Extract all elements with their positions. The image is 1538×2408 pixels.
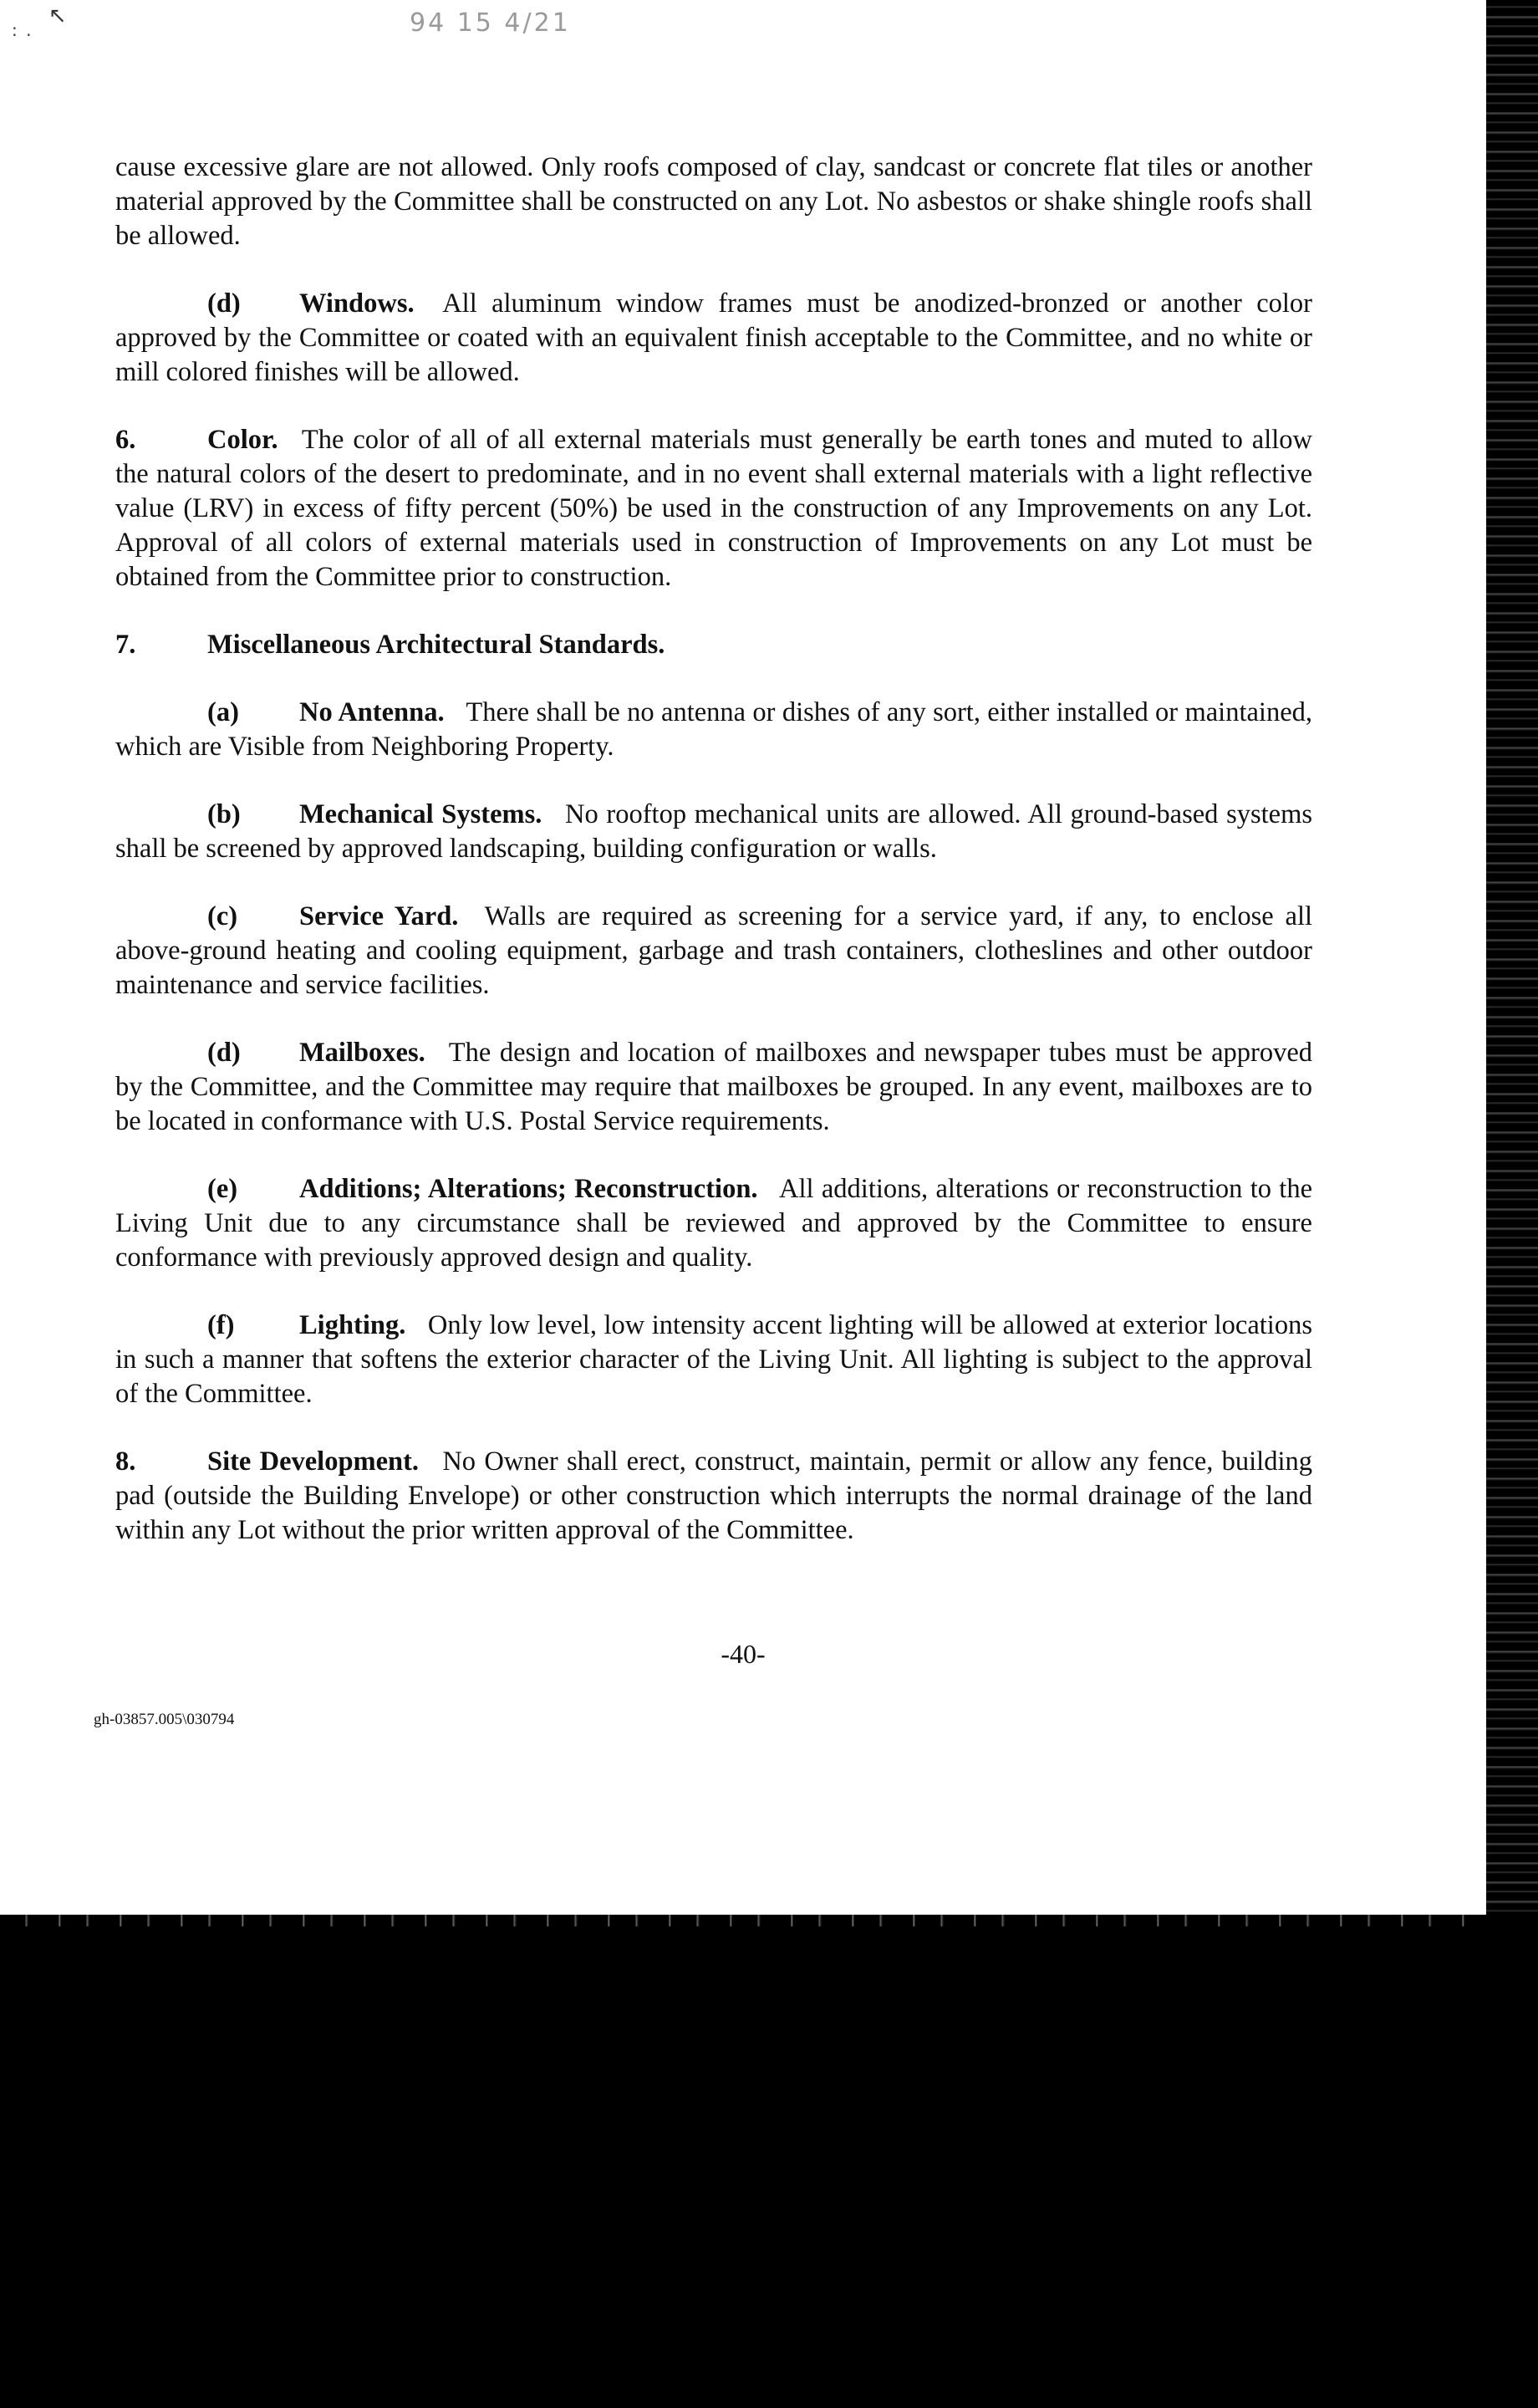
section-label: (c) [207, 901, 238, 931]
section-heading: Additions; Alterations; Reconstruction. [299, 1174, 758, 1204]
paragraph-service-yard [115, 900, 1312, 1002]
scan-edge-bottom [0, 1915, 1486, 1926]
section-text: There shall be no antenna or dishes of any sort, either installed or maintained, which are Visible from Neighboring Property. [115, 697, 1312, 762]
paragraph-windows [115, 287, 1312, 390]
section-heading: Mechanical Systems. [299, 799, 542, 829]
section-text: No rooftop mechanical units are allowed. All ground-based systems shall be screened by approved landscaping, building configuration or walls. [115, 799, 1312, 864]
section-number: 6. [115, 425, 136, 455]
scan-edge-right [1486, 0, 1538, 1915]
section-number: 8. [115, 1446, 136, 1477]
section-heading: Color. [207, 425, 278, 455]
section-heading: Miscellaneous Architectural Standards. [207, 630, 665, 660]
document-body [115, 150, 1312, 1581]
paragraph-antenna [115, 696, 1312, 764]
scan-dots-mark: : . [12, 20, 33, 40]
section-heading: Windows. [299, 288, 415, 319]
section-label: (a) [207, 697, 239, 727]
faint-stamp: 94 15 4/21 [410, 8, 571, 38]
section-text: No Owner shall erect, construct, maintain, permit or allow any fence, building pad (outside the Building Envelope) or other construction which interrupts the normal drainage of the land within any Lot without the prior written approval of the Committee. [115, 1446, 1312, 1545]
section-text: Only low level, low intensity accent lighting will be allowed at exterior locations in such a manner that softens the exterior character of the Living Unit. All lighting is subject to the approval of the Committee. [115, 1310, 1312, 1409]
section-label: (e) [207, 1174, 238, 1204]
paragraph-color [115, 423, 1312, 594]
document-id: gh-03857.005\030794 [94, 1711, 235, 1728]
paragraph-site-development [115, 1445, 1312, 1548]
section-heading: Service Yard. [299, 901, 459, 931]
paragraph-misc-standards [115, 628, 1312, 662]
paragraph-additions [115, 1172, 1312, 1275]
section-heading: Mailboxes. [299, 1038, 425, 1068]
section-heading: Lighting. [299, 1310, 406, 1340]
section-heading: Site Development. [207, 1446, 420, 1477]
section-heading: No Antenna. [299, 697, 445, 727]
section-text: All aluminum window frames must be anodized-bronzed or another color approved by the Committee or coated with an equivalent finish acceptable to the Committee, and no white or mill colored finishes will be allowed. [115, 288, 1312, 387]
section-text: The design and location of mailboxes and newspaper tubes must be approved by the Committee, and the Committee may require that mailboxes be grouped. In any event, mailboxes are to be located in conformance with U.S. Postal Service requirements. [115, 1038, 1313, 1136]
paragraph-mailboxes [115, 1036, 1312, 1139]
page-number: -40- [721, 1639, 766, 1669]
continued-paragraph: cause excessive glare are not allowed. Only roofs composed of clay, sandcast or concrete flat tiles or another material approved by the Committee shall be constructed on any Lot. No asbestos or shake shingle roofs shall be allowed. [115, 152, 1312, 251]
paragraph-mechanical [115, 798, 1312, 866]
section-text: Walls are required as screening for a service yard, if any, to enclose all above-ground heating and cooling equipment, garbage and trash containers, clotheslines and other outdoor maintenance and service facilities. [115, 901, 1313, 1000]
section-label: (f) [207, 1310, 235, 1340]
section-label: (d) [207, 288, 241, 319]
section-text: All additions, alterations or reconstruction to the Living Unit due to any circumstance shall be reviewed and approved by the Committee to ensure conformance with previously approved design and quality. [115, 1174, 1312, 1273]
section-label: (b) [207, 799, 241, 829]
paragraph-lighting [115, 1309, 1312, 1411]
section-text: The color of all of all external materials must generally be earth tones and muted to allow the natural colors of the desert to predominate, and in no event shall external materials with a light reflective value (LRV) in excess of fifty percent (50%) be used in the construction of any Improvements on any Lot. Approval of all colors of external materials used in construction of Improvements on any Lot must be obtained from the Committee prior to construction. [115, 425, 1312, 592]
section-number: 7. [115, 630, 136, 660]
section-label: (d) [207, 1038, 241, 1068]
scan-arrow-mark: ↖ [48, 3, 67, 28]
